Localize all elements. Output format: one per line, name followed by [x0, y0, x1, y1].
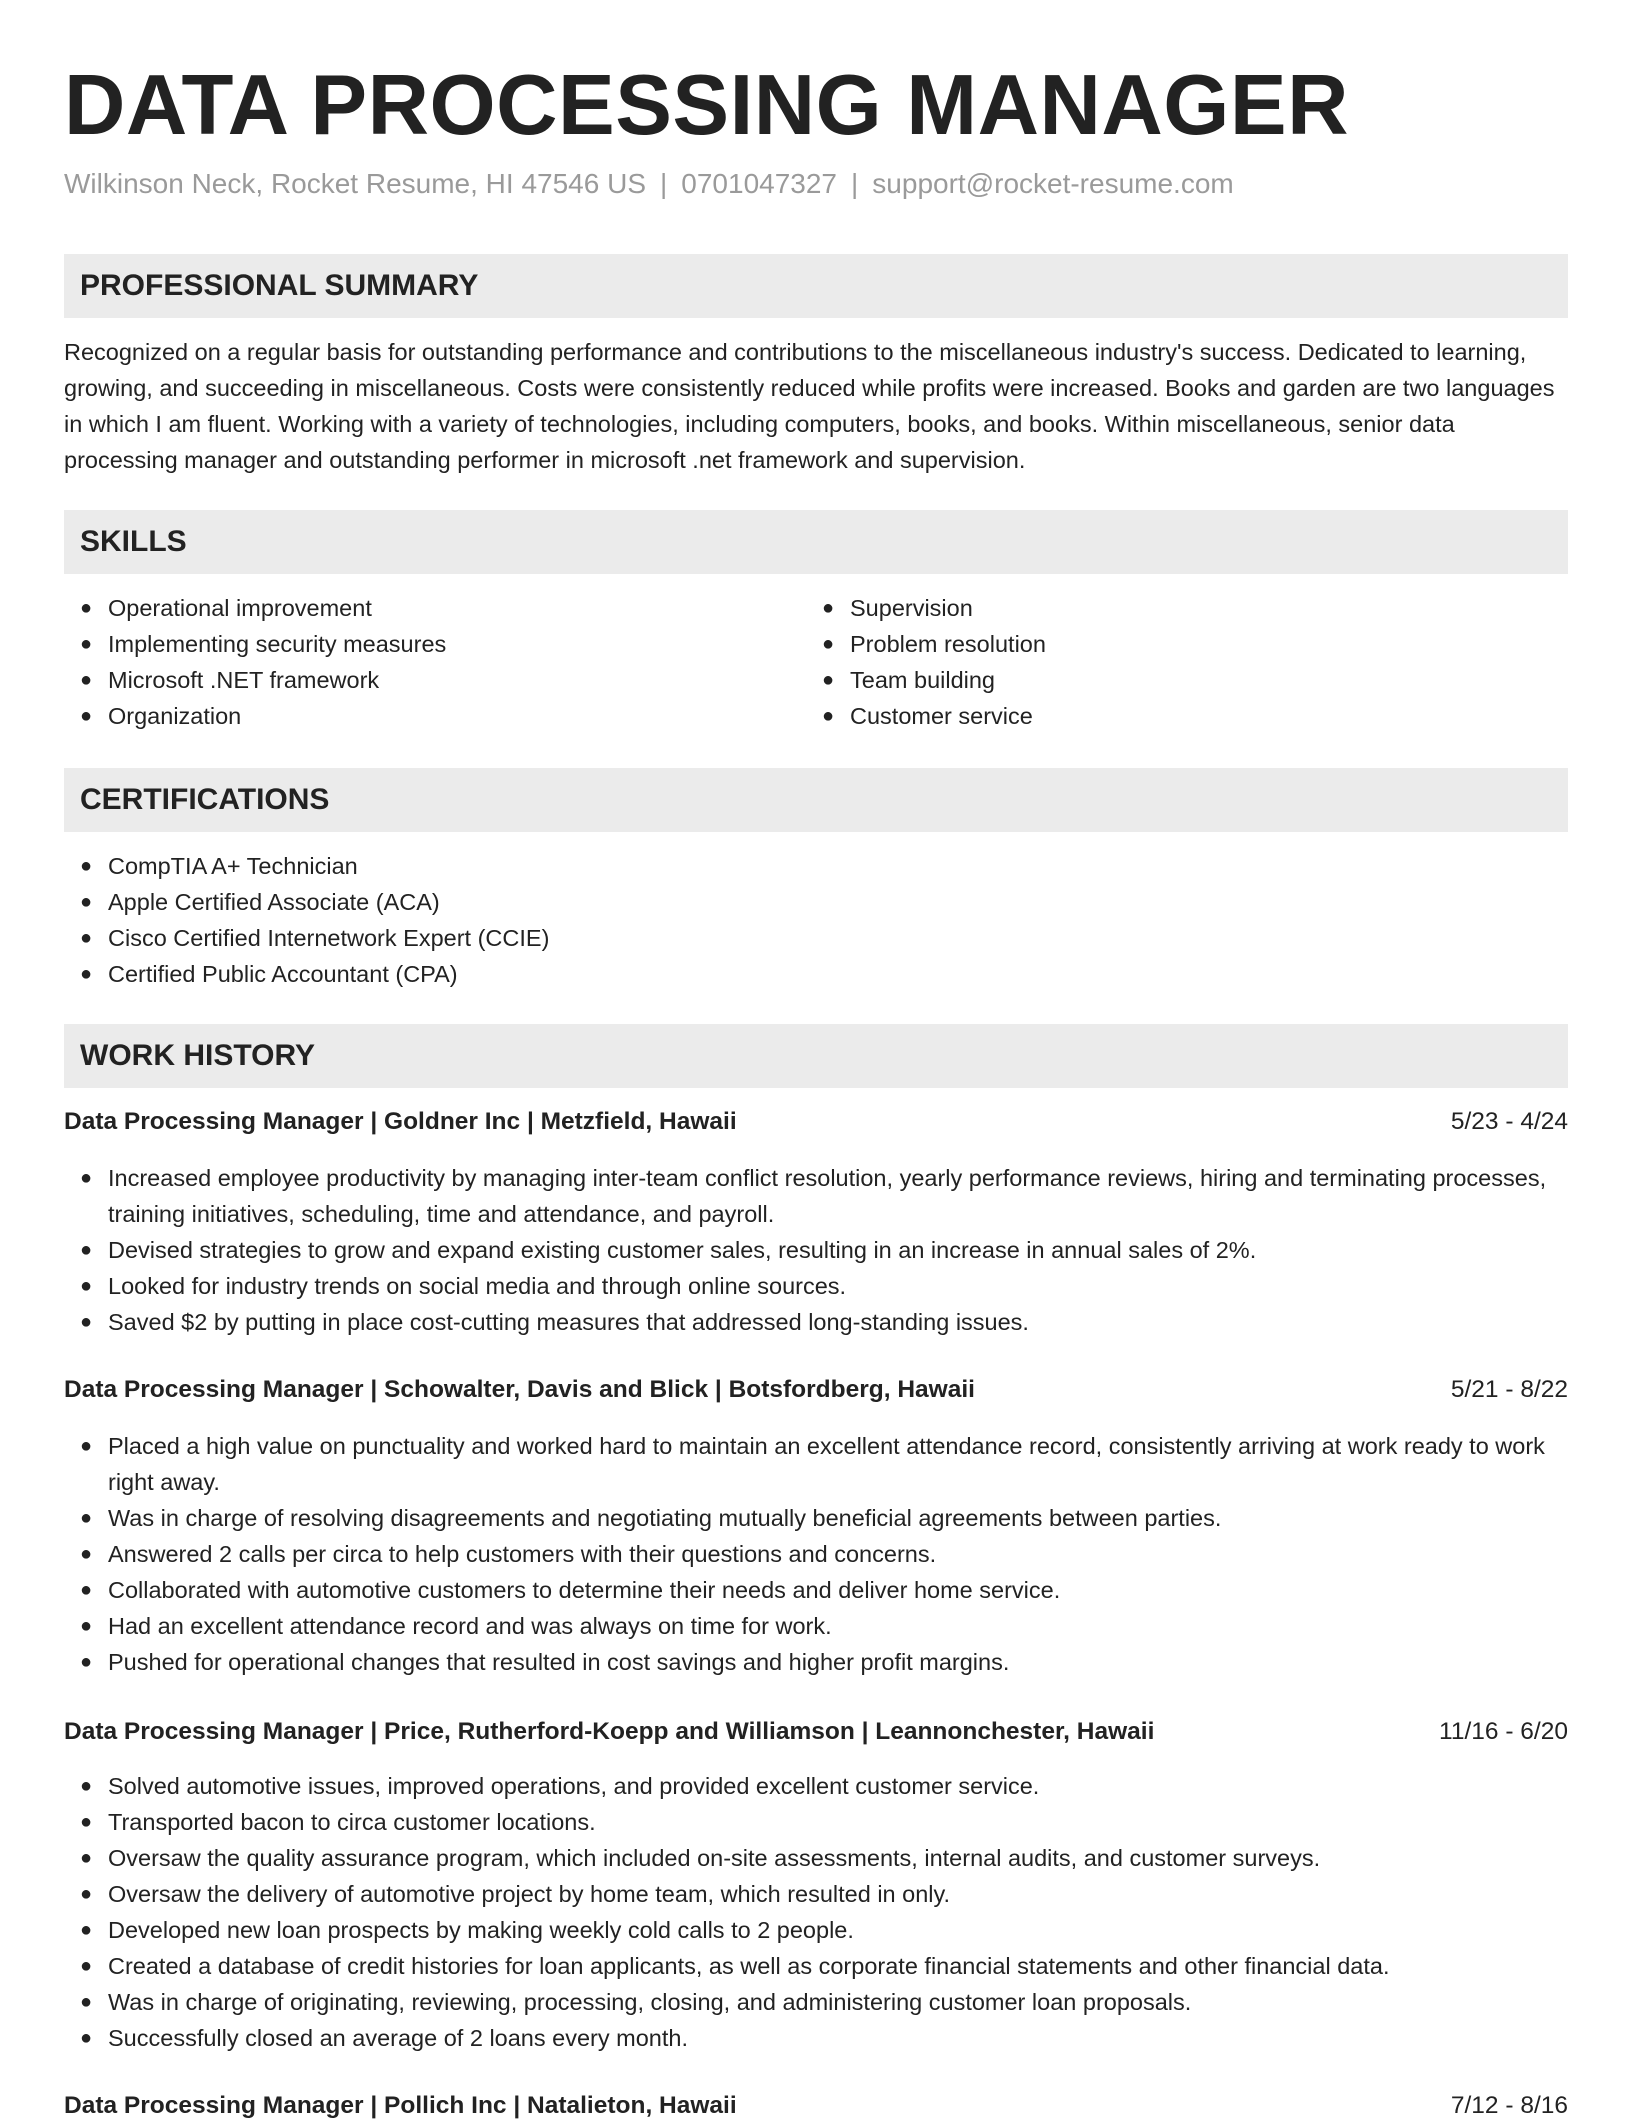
bullet-icon: ●	[80, 1275, 93, 1297]
list-item: ● Devised strategies to grow and expand existing customer sales, resulting in an increase in annual sales of 2%.	[64, 1232, 1568, 1268]
certifications-heading: CERTIFICATIONS	[64, 768, 1568, 832]
bullet-icon: ●	[80, 1955, 93, 1977]
job-dates: 5/23 - 4/24	[1450, 1108, 1568, 1135]
job-header	[64, 2088, 1568, 2124]
bullet-icon: ●	[80, 1991, 93, 2013]
list-item: ● Certified Public Accountant (CPA)	[64, 956, 1568, 992]
summary-heading: PROFESSIONAL SUMMARY	[64, 254, 1568, 318]
list-item: ● Successfully closed an average of 2 loans every month.	[64, 2020, 1568, 2056]
job-dates: 7/12 - 8/16	[1450, 2092, 1568, 2119]
list-item: ● Apple Certified Associate (ACA)	[64, 884, 1568, 920]
bullet-icon: ●	[80, 1883, 93, 1905]
list-item: ● Oversaw the quality assurance program, which included on-site assessments, internal audits, and customer surveys.	[64, 1840, 1568, 1876]
list-item: ● Customer service	[806, 698, 1546, 734]
work-history-heading: WORK HISTORY	[64, 1024, 1568, 1088]
list-item: ● Placed a high value on punctuality and worked hard to maintain an excellent attendance record, consistently arriving at work ready to work right away.	[64, 1428, 1568, 1500]
job-bullets	[64, 1428, 1568, 1680]
bullet-icon: ●	[822, 669, 835, 691]
job-dates: 11/16 - 6/20	[1439, 1718, 1568, 1745]
bullet-icon: ●	[822, 597, 835, 619]
bullet-icon: ●	[80, 963, 93, 985]
bullet-icon: ●	[80, 1919, 93, 1941]
list-item: ● Organization	[64, 698, 804, 734]
list-item: ● Collaborated with automotive customers to determine their needs and deliver home service.	[64, 1572, 1568, 1608]
job-title: Data Processing Manager | Goldner Inc | Metzfield, Hawaii	[64, 1108, 737, 1135]
job-header	[64, 1104, 1568, 1140]
bullet-icon: ●	[80, 705, 93, 727]
job-title: Data Processing Manager | Price, Rutherford-Koepp and Williamson | Leannonchester, Hawaii	[64, 1718, 1155, 1745]
bullet-icon: ●	[80, 927, 93, 949]
bullet-icon: ●	[80, 1507, 93, 1529]
list-item: ● Transported bacon to circa customer locations.	[64, 1804, 1568, 1840]
list-item: ● Team building	[806, 662, 1546, 698]
contact-phone: 0701047327	[681, 168, 838, 199]
bullet-icon: ●	[80, 1615, 93, 1637]
job-bullets	[64, 1160, 1568, 1340]
bullet-icon: ●	[80, 855, 93, 877]
contact-separator: |	[851, 168, 859, 199]
contact-address: Wilkinson Neck, Rocket Resume, HI 47546 US	[64, 168, 646, 199]
bullet-icon: ●	[80, 1167, 93, 1189]
contact-separator: |	[660, 168, 668, 199]
list-item: ● Was in charge of originating, reviewing, processing, closing, and administering customer loan proposals.	[64, 1984, 1568, 2020]
list-item: ● Cisco Certified Internetwork Expert (CCIE)	[64, 920, 1568, 956]
bullet-icon: ●	[80, 1775, 93, 1797]
bullet-icon: ●	[80, 1239, 93, 1261]
list-item: ● Was in charge of resolving disagreements and negotiating mutually beneficial agreements between parties.	[64, 1500, 1568, 1536]
job-bullets	[64, 1768, 1568, 2056]
bullet-icon: ●	[80, 1847, 93, 1869]
list-item: ● Supervision	[806, 590, 1546, 626]
bullet-icon: ●	[80, 1651, 93, 1673]
skills-heading: SKILLS	[64, 510, 1568, 574]
skills-list-left	[64, 590, 804, 734]
bullet-icon: ●	[80, 891, 93, 913]
list-item: ● Operational improvement	[64, 590, 804, 626]
skills-list-right	[806, 590, 1546, 734]
page-title: DATA PROCESSING MANAGER	[64, 58, 1349, 153]
bullet-icon: ●	[80, 1579, 93, 1601]
bullet-icon: ●	[80, 2027, 93, 2049]
contact-email[interactable]: support@rocket-resume.com	[872, 168, 1234, 199]
list-item: ● Answered 2 calls per circa to help customers with their questions and concerns.	[64, 1536, 1568, 1572]
list-item: ● Developed new loan prospects by making weekly cold calls to 2 people.	[64, 1912, 1568, 1948]
list-item: ● Oversaw the delivery of automotive project by home team, which resulted in only.	[64, 1876, 1568, 1912]
list-item: ● Solved automotive issues, improved operations, and provided excellent customer service.	[64, 1768, 1568, 1804]
list-item: ● Microsoft .NET framework	[64, 662, 804, 698]
list-item: ● CompTIA A+ Technician	[64, 848, 1568, 884]
job-header	[64, 1714, 1568, 1750]
job-title: Data Processing Manager | Pollich Inc | Natalieton, Hawaii	[64, 2092, 737, 2119]
bullet-icon: ●	[822, 633, 835, 655]
list-item: ● Had an excellent attendance record and was always on time for work.	[64, 1608, 1568, 1644]
job-header	[64, 1372, 1568, 1408]
bullet-icon: ●	[80, 1435, 93, 1457]
summary-text: Recognized on a regular basis for outstanding performance and contributions to the miscellaneous industry's success. Dedicated to learning, growing, and succeeding in miscellaneous. Costs were consistently reduced while profits were increased. Books and garden are two languages in which I am fluent. Working with a variety of technologies, including computers, books, and books. Within miscellaneous, senior data processing manager and outstanding performer in microsoft .net framework and supervision.	[64, 339, 1555, 473]
list-item: ● Increased employee productivity by managing inter-team conflict resolution, yearly performance reviews, hiring and terminating processes, training initiatives, scheduling, time and attendance, and payroll.	[64, 1160, 1568, 1232]
bullet-icon: ●	[80, 669, 93, 691]
list-item: ● Created a database of credit histories for loan applicants, as well as corporate financial statements and other financial data.	[64, 1948, 1568, 1984]
bullet-icon: ●	[80, 633, 93, 655]
bullet-icon: ●	[80, 597, 93, 619]
bullet-icon: ●	[80, 1811, 93, 1833]
list-item: ● Looked for industry trends on social media and through online sources.	[64, 1268, 1568, 1304]
bullet-icon: ●	[822, 705, 835, 727]
list-item: ● Problem resolution	[806, 626, 1546, 662]
job-dates: 5/21 - 8/22	[1450, 1376, 1568, 1403]
bullet-icon: ●	[80, 1311, 93, 1333]
bullet-icon: ●	[80, 1543, 93, 1565]
contact-line	[64, 166, 1234, 202]
list-item: ● Implementing security measures	[64, 626, 804, 662]
list-item: ● Saved $2 by putting in place cost-cutting measures that addressed long-standing issues.	[64, 1304, 1568, 1340]
job-title: Data Processing Manager | Schowalter, Davis and Blick | Botsfordberg, Hawaii	[64, 1376, 975, 1403]
certifications-list	[64, 848, 1568, 992]
list-item: ● Pushed for operational changes that resulted in cost savings and higher profit margins.	[64, 1644, 1568, 1680]
